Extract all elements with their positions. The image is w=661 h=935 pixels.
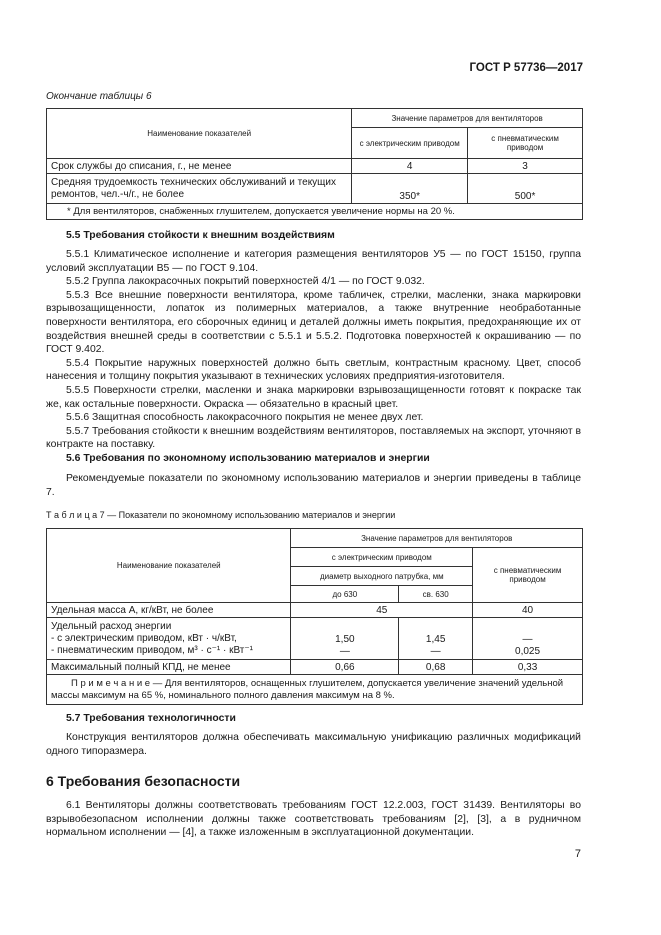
paragraph: Рекомендуемые показатели по экономному использованию материалов и энергии приведены в таблице 7.: [46, 473, 581, 498]
table-row: [47, 603, 583, 618]
paragraph: 5.5.6 Защитная способность лакокрасочного покрытия не менее двух лет.: [66, 412, 424, 424]
table6-col-electric: с электрическим приводом: [352, 128, 468, 159]
table7-row-name: Удельная масса А, кг/кВт, не более: [47, 603, 291, 618]
table7-col-diameter: диаметр выходного патрубка, мм: [291, 567, 473, 586]
section-5-7-title: 5.7 Требования технологичности: [66, 713, 236, 724]
table7-cell: [473, 618, 583, 660]
section-6-body: [46, 799, 581, 840]
table7-col-name: Наименование показателей: [47, 529, 291, 603]
table6-cell: 350*: [352, 174, 468, 204]
table6-cell: 3: [468, 159, 583, 174]
row-name-line: Удельный расход энергии: [51, 620, 172, 632]
cell-value: —: [522, 634, 533, 645]
row-name-line: - с электрическим приводом, кВт · ч/кВт,: [51, 632, 237, 644]
document-code: ГОСТ Р 57736—2017: [469, 62, 583, 74]
cell-value: 0,025: [515, 646, 541, 657]
table7-col-pneumatic: с пневматическим приводом: [473, 548, 583, 603]
table-row: [47, 159, 583, 174]
paragraph: 5.5.7 Требования стойкости к внешним воздействиям вентиляторов, поставляемых на экспорт, уточняют в контракте на поставку.: [46, 425, 581, 451]
cell-value: 1,50: [335, 634, 355, 645]
row-name-line: - пневматическим приводом, м³ · с⁻¹ · кВт⁻¹: [51, 644, 253, 656]
section-6-title: 6 Требования безопасности: [46, 773, 241, 789]
paragraph: 6.1 Вентиляторы должны соответствовать требованиям ГОСТ 12.2.003, ГОСТ 31439. Вентиляторы во взрывобезопасном исполнении должны также соответствовать требованиям [2], [3], а в рудничном нормальном исполнении — [4], а также изложенным в эксплуатационной документации.: [46, 800, 581, 839]
table7-row-name: Максимальный полный КПД, не менее: [47, 660, 291, 675]
table7-cell: 0,33: [473, 660, 583, 675]
table6-row-name: Средняя трудоемкость технических обслуживаний и текущих ремонтов, чел.-ч/г., не более: [47, 174, 352, 204]
section-5-5-title: 5.5 Требования стойкости к внешним воздействиям: [66, 230, 335, 241]
table7-col-electric: с электрическим приводом: [291, 548, 473, 567]
table6-col-group: Значение параметров для вентиляторов: [352, 109, 583, 128]
paragraph: 5.5.4 Покрытие наружных поверхностей должно быть светлым, контрастным красному. Цвет, способ нанесения и толщину покрытия указывают в технических условиях предприятия-изготовителя.: [46, 357, 581, 383]
table7-cell: [291, 618, 399, 660]
table-row: [47, 618, 583, 660]
table-7: [46, 528, 583, 705]
table-row: [47, 174, 583, 204]
table7-col-group: Значение параметров для вентиляторов: [291, 529, 583, 548]
table6-col-pneumatic: с пневматическим приводом: [468, 128, 583, 159]
table7-caption: Т а б л и ц а 7 — Показатели по экономному использованию материалов и энергии: [46, 510, 396, 520]
section-5-6-title: 5.6 Требования по экономному использованию материалов и энергии: [66, 453, 430, 464]
table7-cell: 0,68: [399, 660, 473, 675]
page-number: 7: [574, 848, 581, 860]
table6-cell: 500*: [468, 174, 583, 204]
table7-cell: 45: [291, 603, 473, 618]
table6-footnote: * Для вентиляторов, снабженных глушителем, допускается увеличение нормы на 20 %.: [47, 204, 583, 220]
table-row: [47, 660, 583, 675]
paragraph: 5.5.2 Группа лакокрасочных покрытий поверхностей 4/1 — по ГОСТ 9.032.: [66, 276, 425, 288]
paragraph: Конструкция вентиляторов должна обеспечивать максимальную унификацию различных модификаций одного типоразмера.: [46, 732, 581, 757]
section-5-7-body: [46, 731, 581, 758]
section-5-5-body: [46, 248, 581, 452]
table-6: [46, 108, 583, 220]
table6-cell: 4: [352, 159, 468, 174]
table7-note: П р и м е ч а н и е — Для вентиляторов, оснащенных глушителем, допускается увеличение значений удельной массы максимум на 65 %, номинального полного давления максимум на 8 %.: [47, 675, 583, 705]
table7-cell: 0,66: [291, 660, 399, 675]
table6-col-name: Наименование показателей: [47, 109, 352, 159]
table7-cell: 40: [473, 603, 583, 618]
cell-value: 1,45: [425, 634, 446, 645]
table7-col-over630: св. 630: [399, 586, 473, 603]
paragraph: 5.5.1 Климатическое исполнение и категория размещения вентиляторов У5 — по ГОСТ 15150, группа условий эксплуатации В5 — по ГОСТ 9.104.: [46, 249, 581, 274]
table7-cell: [399, 618, 473, 660]
paragraph: 5.5.3 Все внешние поверхности вентилятора, кроме табличек, стрелки, масленки, знака маркировки взрывозащищенности, лопаток из полимерных материалов, а также внутренние необработанные поверхности вентилятора, его сборочных единиц и деталей должны иметь покрытия, предохраняющие их от воздействия внешней среды в соответствии с 5.5.1 и 5.5.2. Подготовка поверхностей к окрашиванию — по ГОСТ 9.402.: [46, 289, 581, 356]
table7-row-name: [47, 618, 291, 660]
section-5-6-body: [46, 472, 581, 499]
table6-row-name: Срок службы до списания, г., не менее: [47, 159, 352, 174]
paragraph: 5.5.5 Поверхности стрелки, масленки и знака маркировки взрывозащищенности готовят к покраске так же, как остальные поверхности. Окраска — обязательно в красный цвет.: [46, 384, 581, 410]
cell-value: —: [430, 646, 441, 657]
table7-col-to630: до 630: [291, 586, 399, 603]
cell-value: —: [339, 646, 350, 657]
table6-caption: Окончание таблицы 6: [46, 91, 152, 102]
